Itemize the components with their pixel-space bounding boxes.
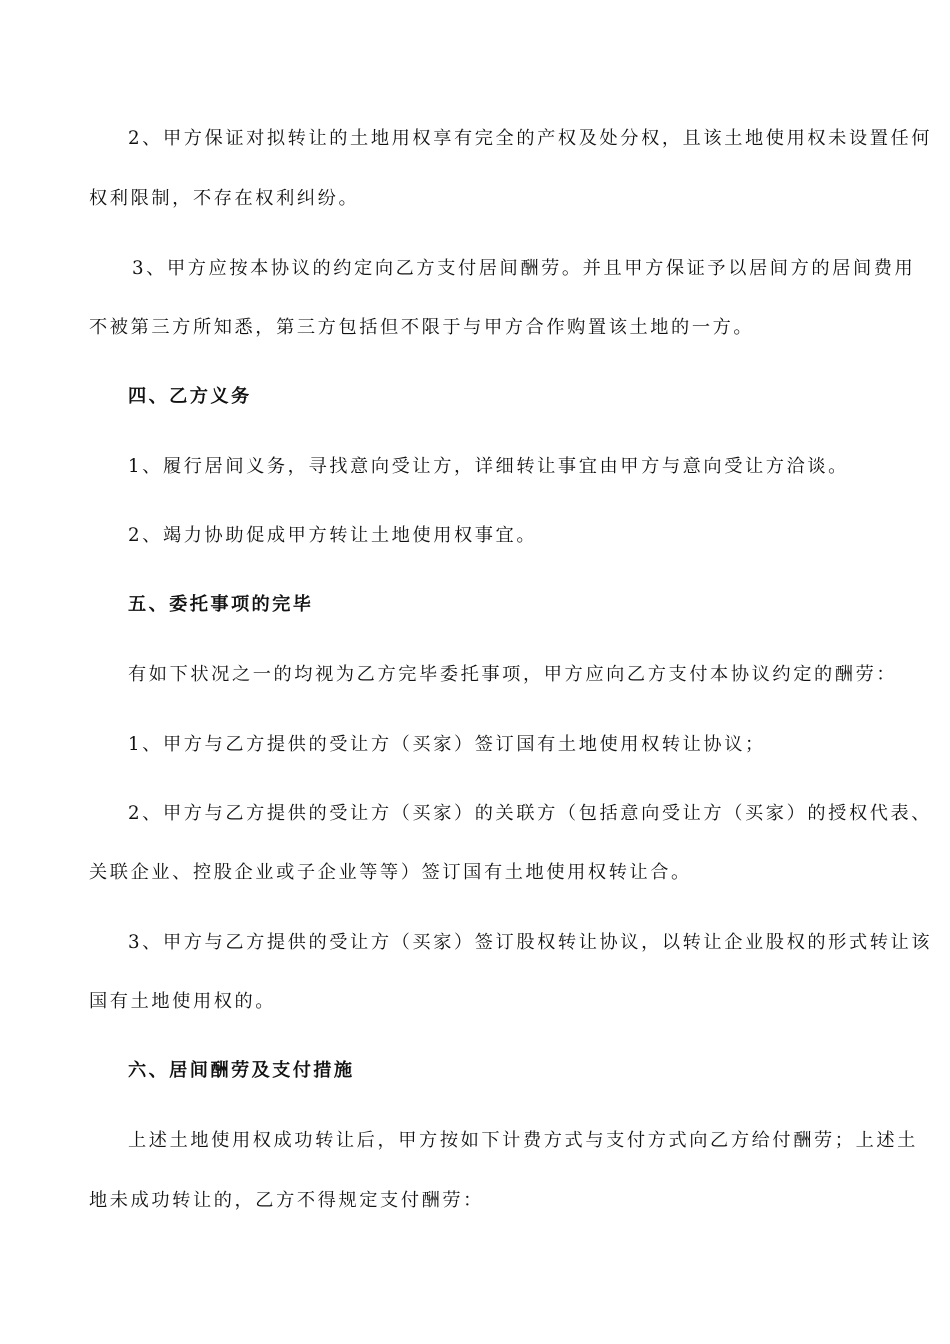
section-5-item-2-line-2: 关联企业、控股企业或子企业等等）签订国有土地使用权转让合。	[89, 862, 692, 883]
section-5-item-3-line-2: 国有土地使用权的。	[89, 991, 277, 1012]
section-5-item-2-line-1: 2、甲方与乙方提供的受让方（买家）的关联方（包括意向受让方（买家）的授权代表、	[128, 803, 933, 824]
section-5-item-1: 1、甲方与乙方提供的受让方（买家）签订国有土地使用权转让协议；	[128, 734, 766, 755]
section-heading-5: 五、委托事项的完毕	[128, 594, 314, 615]
paragraph-2-line-2: 权利限制，不存在权利纠纷。	[89, 188, 360, 209]
section-6-line-2: 地未成功转让的，乙方不得规定支付酬劳：	[89, 1190, 484, 1211]
paragraph-3-line-2: 不被第三方所知悉，第三方包括但不限于与甲方合作购置该土地的一方。	[89, 317, 755, 338]
section-heading-4: 四、乙方义务	[128, 386, 252, 407]
section-5-item-3-line-1: 3、甲方与乙方提供的受让方（买家）签订股权转让协议，以转让企业股权的形式转让该	[128, 932, 933, 953]
section-4-item-1: 1、履行居间义务，寻找意向受让方，详细转让事宜由甲方与意向受让方洽谈。	[128, 456, 849, 477]
section-4-item-2: 2、竭力协助促成甲方转让土地使用权事宜。	[128, 525, 538, 546]
section-heading-6: 六、居间酬劳及支付措施	[128, 1060, 355, 1081]
section-6-line-1: 上述土地使用权成功转让后，甲方按如下计费方式与支付方式向乙方给付酬劳；上述土	[128, 1130, 918, 1151]
paragraph-2-line-1: 2、甲方保证对拟转让的土地用权享有完全的产权及处分权，且该土地使用权未设置任何	[128, 128, 933, 149]
paragraph-3-line-1: 3、甲方应按本协议的约定向乙方支付居间酬劳。并且甲方保证予以居间方的居间费用	[132, 258, 916, 279]
section-5-intro: 有如下状况之一的均视为乙方完毕委托事项，甲方应向乙方支付本协议约定的酬劳：	[128, 664, 898, 685]
